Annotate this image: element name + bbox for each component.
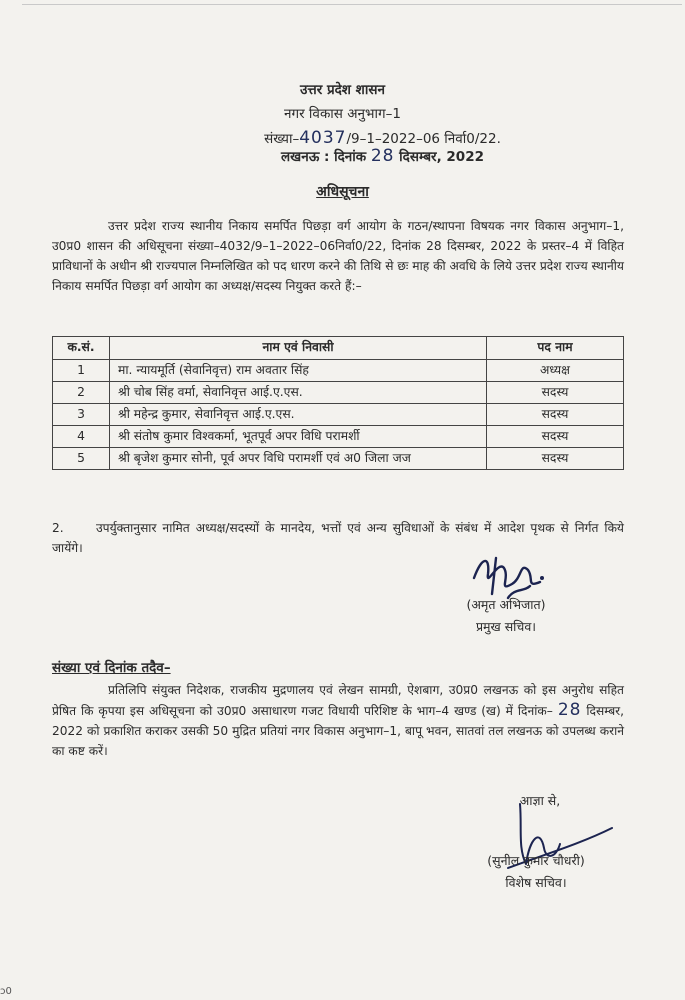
row-name: मा. न्यायमूर्ति (सेवानिवृत्त) राम अवतार सिंह xyxy=(110,360,487,382)
paragraph-3-handwritten-day: 28 xyxy=(557,700,582,720)
paragraph-3 xyxy=(52,680,624,761)
row-post: सदस्य xyxy=(487,404,624,426)
row-sno: 5 xyxy=(53,448,110,470)
paragraph-2-number: 2. xyxy=(52,521,64,535)
row-post: अध्यक्ष xyxy=(487,360,624,382)
signature-1-name: (अमृत अभिजात) xyxy=(466,597,546,612)
row-post: सदस्य xyxy=(487,426,624,448)
govt-header: उत्तर प्रदेश शासन xyxy=(300,82,385,98)
ref-prefix: संख्या– xyxy=(264,131,300,147)
paragraph-1 xyxy=(52,216,624,296)
members-table xyxy=(52,336,624,470)
table-row xyxy=(53,360,624,382)
paragraph-2-text: उपर्युक्तानुसार नामित अध्यक्ष/सदस्यों के मानदेय, भत्तों एवं अन्य सुविधाओं के संबंध में आदेश पृथक से निर्गत किये जायेंगे। xyxy=(52,521,624,555)
table-row xyxy=(53,382,624,404)
row-sno: 1 xyxy=(53,360,110,382)
date-day-handwritten: 28 xyxy=(370,146,395,166)
date-line xyxy=(40,146,685,166)
paragraph-3-text-after: दिसम्बर, 2022 को प्रकाशित कराकर उसकी 50 मुद्रित प्रतियां नगर विकास अनुभाग–1, बापू भवन, सातवां तल लखनऊ को उपलब्ध कराने का कष्ट करें। xyxy=(52,704,625,758)
row-sno: 4 xyxy=(53,426,110,448)
header-name: नाम एवं निवासी xyxy=(110,337,487,360)
table-row xyxy=(53,426,624,448)
reference-title: संख्या एवं दिनांक तदैव– xyxy=(52,660,171,676)
row-name: श्री चोब सिंह वर्मा, सेवानिवृत्त आई.ए.एस. xyxy=(110,382,487,404)
row-sno: 3 xyxy=(53,404,110,426)
ref-number-handwritten: 4037 xyxy=(299,128,347,148)
reference-number-line xyxy=(40,128,685,148)
row-post: सदस्य xyxy=(487,448,624,470)
signature-2-designation: विशेष सचिव। xyxy=(505,875,567,890)
notification-title: अधिसूचना xyxy=(316,184,369,200)
header-sno: क.सं. xyxy=(53,337,110,360)
signature-1-designation: प्रमुख सचिव। xyxy=(475,619,537,634)
row-post: सदस्य xyxy=(487,382,624,404)
row-name: श्री बृजेश कुमार सोनी, पूर्व अपर विधि परामर्शी एवं अ0 जिला जज xyxy=(110,448,487,470)
row-sno: 2 xyxy=(53,382,110,404)
section-header: नगर विकास अनुभाग–1 xyxy=(284,106,401,122)
paragraph-3-text-before: प्रतिलिपि संयुक्त निदेशक, राजकीय मुद्रणालय एवं लेखन सामग्री, ऐशबाग, उ0प्र0 लखनऊ को इस अनुरोध सहित प्रेषित कि कृपया इस अधिसूचना को उ0प्र0 असाधारण गजट विधायी परिशिष्ट के भाग–4 खण्ड (ख) में दिनांक– xyxy=(52,683,624,718)
by-order: आज्ञा से, xyxy=(519,793,561,808)
date-prefix: लखनऊ : दिनांक xyxy=(281,149,367,165)
row-name: श्री महेन्द्र कुमार, सेवानिवृत्त आई.ए.एस. xyxy=(110,404,487,426)
row-name: श्री संतोष कुमार विश्वकर्मा, भूतपूर्व अपर विधि परामर्शी xyxy=(110,426,487,448)
margin-mark: ɔ0 xyxy=(0,986,12,997)
table-header-row xyxy=(53,337,624,360)
header-post: पद नाम xyxy=(487,337,624,360)
table-row xyxy=(53,448,624,470)
ref-suffix: /9–1–2022–06 निर्वा0/22. xyxy=(346,131,501,147)
table-row xyxy=(53,404,624,426)
signature-2-name: (सुनील कुमार चौधरी) xyxy=(487,853,585,868)
paragraph-1-text: उत्तर प्रदेश राज्य स्थानीय निकाय समर्पित पिछड़ा वर्ग आयोग के गठन/स्थापना विषयक नगर विकास अनुभाग–1, उ0प्र0 शासन की अधिसूचना संख्या–4032/9–1–2022–06निर्वा0/22, दिनांक 28 दिसम्बर, 2022 के प्रस्तर–4 में विहित प्राविधानों के अधीन श्री राज्यपाल निम्नलिखित को पद धारण करने की तिथि से छः माह की अवधि के लिये उत्तर प्रदेश राज्य स्थानीय निकाय समर्पित पिछड़ा वर्ग आयोग का अध्यक्ष/सदस्य नियुक्त करते हैं:– xyxy=(52,219,624,293)
date-suffix: दिसम्बर, 2022 xyxy=(399,149,484,165)
page-top-edge xyxy=(22,0,682,5)
